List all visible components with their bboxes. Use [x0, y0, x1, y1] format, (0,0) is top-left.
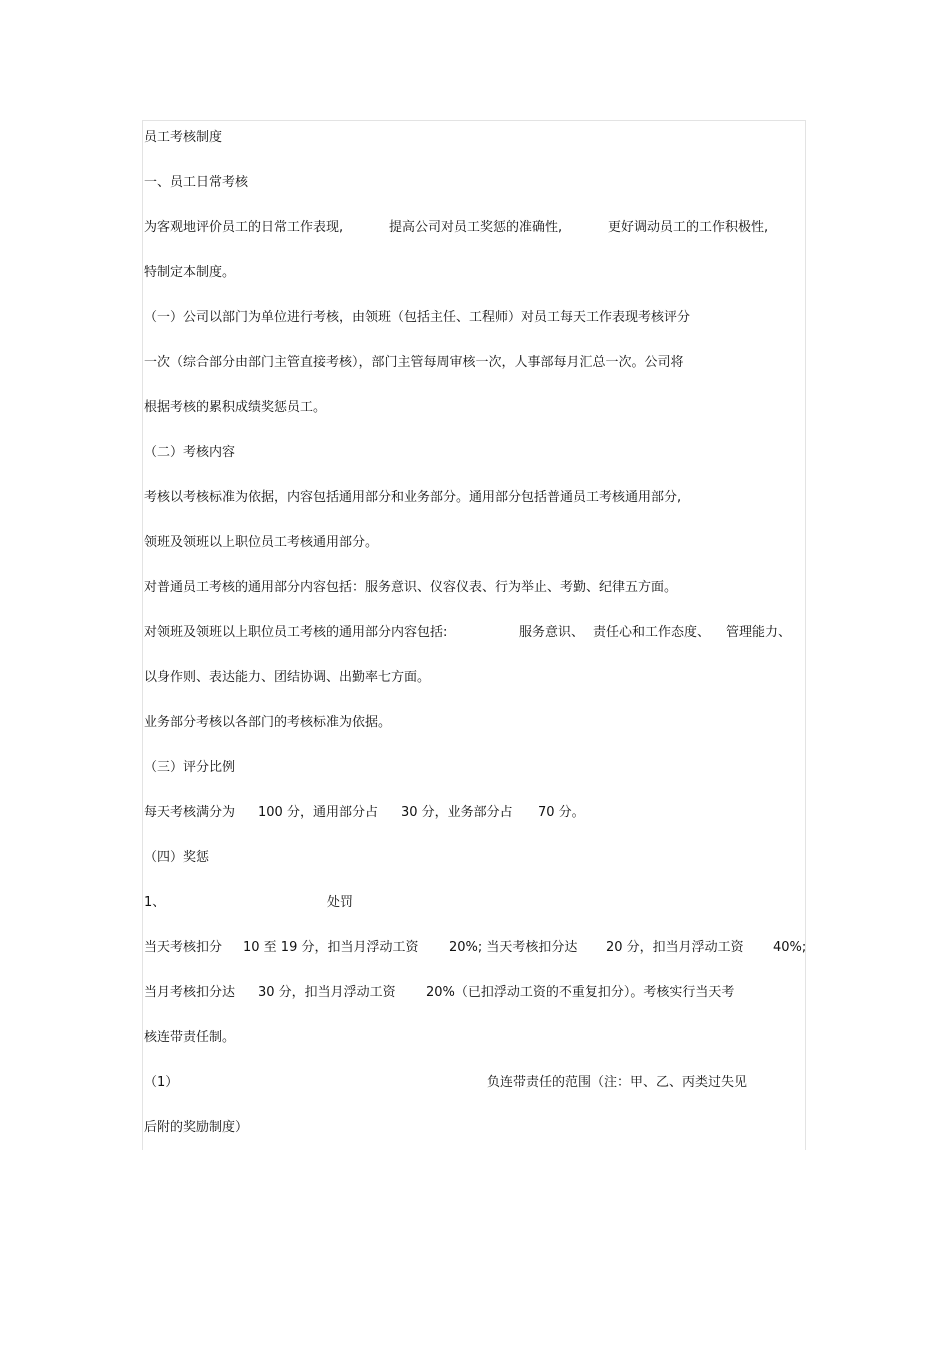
item2-para2: 对普通员工考核的通用部分内容包括：服务意识、仪容仪表、行为举止、考勤、纪律五方面。 — [144, 580, 678, 595]
penalty-line1-b: 10 至 19 分，扣当月浮动工资 — [243, 940, 419, 955]
item3-heading: （三）评分比例 — [144, 760, 236, 775]
penalty-line2-a: 当月考核扣分达 — [144, 985, 236, 1000]
item4-sub2-number: （1） — [144, 1075, 179, 1090]
item2-heading: （二）考核内容 — [144, 445, 236, 460]
item3-text-s4: 70 分。 — [538, 805, 585, 820]
item1-line3: 根据考核的累积成绩奖惩员工。 — [144, 400, 327, 415]
item3-text-s2: 100 分，通用部分占 — [258, 805, 378, 820]
item3-text-s3: 30 分，业务部分占 — [401, 805, 513, 820]
penalty-line3: 核连带责任制。 — [144, 1030, 236, 1045]
penalty-line1-e: 40%; — [773, 940, 807, 955]
intro-text-part3: 更好调动员工的工作积极性, — [608, 220, 769, 235]
item4-sub2-text: 负连带责任的范围（注：甲、乙、丙类过失见 — [487, 1075, 748, 1090]
item4-heading: （四）奖惩 — [144, 850, 210, 865]
item2-para3-part3: 责任心和工作态度、 — [593, 625, 711, 640]
penalty-line1-a: 当天考核扣分 — [144, 940, 223, 955]
item2-para1-line1: 考核以考核标准为依据，内容包括通用部分和业务部分。通用部分包括普通员工考核通用部分, — [144, 490, 682, 505]
penalty-line1-c: 20%; 当天考核扣分达 — [449, 940, 578, 955]
penalty-line1-d: 20 分，扣当月浮动工资 — [606, 940, 744, 955]
item2-para3-part2: 服务意识、 — [519, 625, 585, 640]
item4-sub2-line2: 后附的奖励制度） — [144, 1120, 249, 1135]
item2-para1-line2: 领班及领班以上职位员工考核通用部分。 — [144, 535, 379, 550]
intro-text-part1: 为客观地评价员工的日常工作表现, — [144, 220, 344, 235]
document-title: 员工考核制度 — [144, 130, 223, 145]
intro-text-part2: 提高公司对员工奖惩的准确性, — [389, 220, 563, 235]
section-heading-daily-assessment: 一、员工日常考核 — [144, 175, 249, 190]
item1-line2: 一次（综合部分由部门主管直接考核），部门主管每周审核一次，人事部每月汇总一次。公司将 — [144, 355, 684, 370]
item3-text-s1: 每天考核满分为 — [144, 805, 236, 820]
item2-para3-part4: 管理能力、 — [726, 625, 792, 640]
intro-text-line2: 特制定本制度。 — [144, 265, 236, 280]
item4-sub1-label: 处罚 — [327, 895, 354, 910]
item1-line1: （一）公司以部门为单位进行考核，由领班（包括主任、工程师）对员工每天工作表现考核评分 — [144, 310, 691, 325]
item4-sub1-number: 1、 — [144, 895, 166, 910]
item2-para4: 业务部分考核以各部门的考核标准为依据。 — [144, 715, 392, 730]
item2-para3-line2: 以身作则、表达能力、团结协调、出勤率七方面。 — [144, 670, 431, 685]
item2-para3-part1: 对领班及领班以上职位员工考核的通用部分内容包括: — [144, 625, 448, 640]
penalty-line2-b: 30 分，扣当月浮动工资 — [258, 985, 396, 1000]
penalty-line2-c: 20%（已扣浮动工资的不重复扣分）。考核实行当天考 — [426, 985, 735, 1000]
